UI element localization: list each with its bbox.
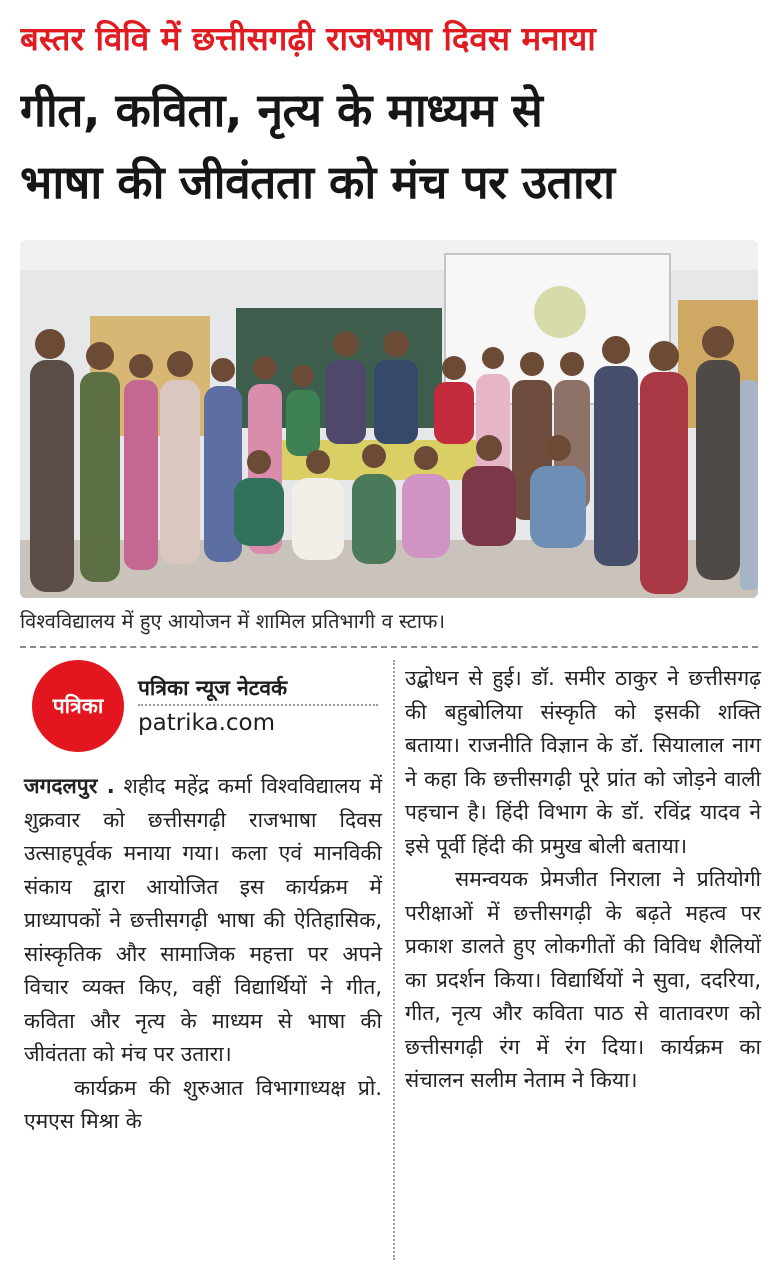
article-body-right-column (405, 662, 761, 1098)
event-group-photo (20, 240, 758, 598)
body-paragraph-1 (24, 770, 382, 1072)
group-photo-illustration (20, 240, 758, 598)
source-byline (30, 660, 380, 755)
news-network-name: पत्रिका न्यूज नेटवर्क (138, 676, 288, 700)
headline-line-1: गीत, कविता, नृत्य के माध्यम से (20, 83, 543, 137)
column-divider (393, 660, 395, 1260)
article-kicker: बस्तर विवि में छत्तीसगढ़ी राजभाषा दिवस मनाया (20, 19, 596, 58)
website-link[interactable]: patrika.com (138, 710, 276, 736)
article-body-left-column (24, 770, 382, 1139)
headline-line-2: भाषा की जीवंतता को मंच पर उतारा (20, 155, 615, 209)
body-paragraph-4: समन्वयक प्रेमजीत निराला ने प्रतियोगी परीक्षाओं में छत्तीसगढ़ी के बढ़ते महत्व पर प्रकाश डालते हुए लोकगीतों की विविध शैलियों का प्रदर्शन किया। विद्यार्थियों ने सुवा, ददरिया, गीत, नृत्य और कविता पाठ से वातावरण को छत्तीसगढ़ी रंग में रंग दिया। कार्यक्रम का संचालन सलीम नेताम ने किया। (405, 867, 761, 1092)
article-headline (20, 74, 760, 218)
body-paragraph-1-text: शहीद महेंद्र कर्मा विश्वविद्यालय में शुक्रवार को छत्तीसगढ़ी राजभाषा दिवस उत्साहपूर्वक मनाया गया। कला एवं मानविकी संकाय द्वारा आयोजित इस कार्यक्रम में प्राध्यापकों ने छत्तीसगढ़ी भाषा की ऐतिहासिक, सांस्कृतिक और सामाजिक महत्ता पर अपने विचार व्यक्त किए, वहीं विद्यार्थियों ने गीत, कविता और नृत्य के माध्यम से भाषा की जीवंतता को मंच पर उतारा। (24, 774, 383, 1066)
caption-divider (20, 646, 758, 648)
photo-caption: विश्वविद्यालय में हुए आयोजन में शामिल प्रतिभागी व स्टाफ। (20, 609, 446, 633)
body-paragraph-3: उद्बोधन से हुई। डॉ. समीर ठाकुर ने छत्तीसगढ़ की बहुबोलिया संस्कृति को इसकी शक्ति बताया। राजनीति विज्ञान के डॉ. सियालाल नाग ने कहा कि छत्तीसगढ़ी पूरे प्रांत को जोड़ने वाली पहचान है। हिंदी विभाग के डॉ. रविंद्र यादव ने इसे पूर्वी हिंदी की प्रमुख बोली बताया। (405, 666, 761, 858)
byline-divider (138, 704, 378, 706)
patrika-logo: पत्रिका (32, 660, 124, 752)
dateline: जगदलपुर . (24, 774, 115, 798)
body-paragraph-2: कार्यक्रम की शुरुआत विभागाध्यक्ष प्रो. एमएस मिश्रा के (24, 1075, 382, 1133)
